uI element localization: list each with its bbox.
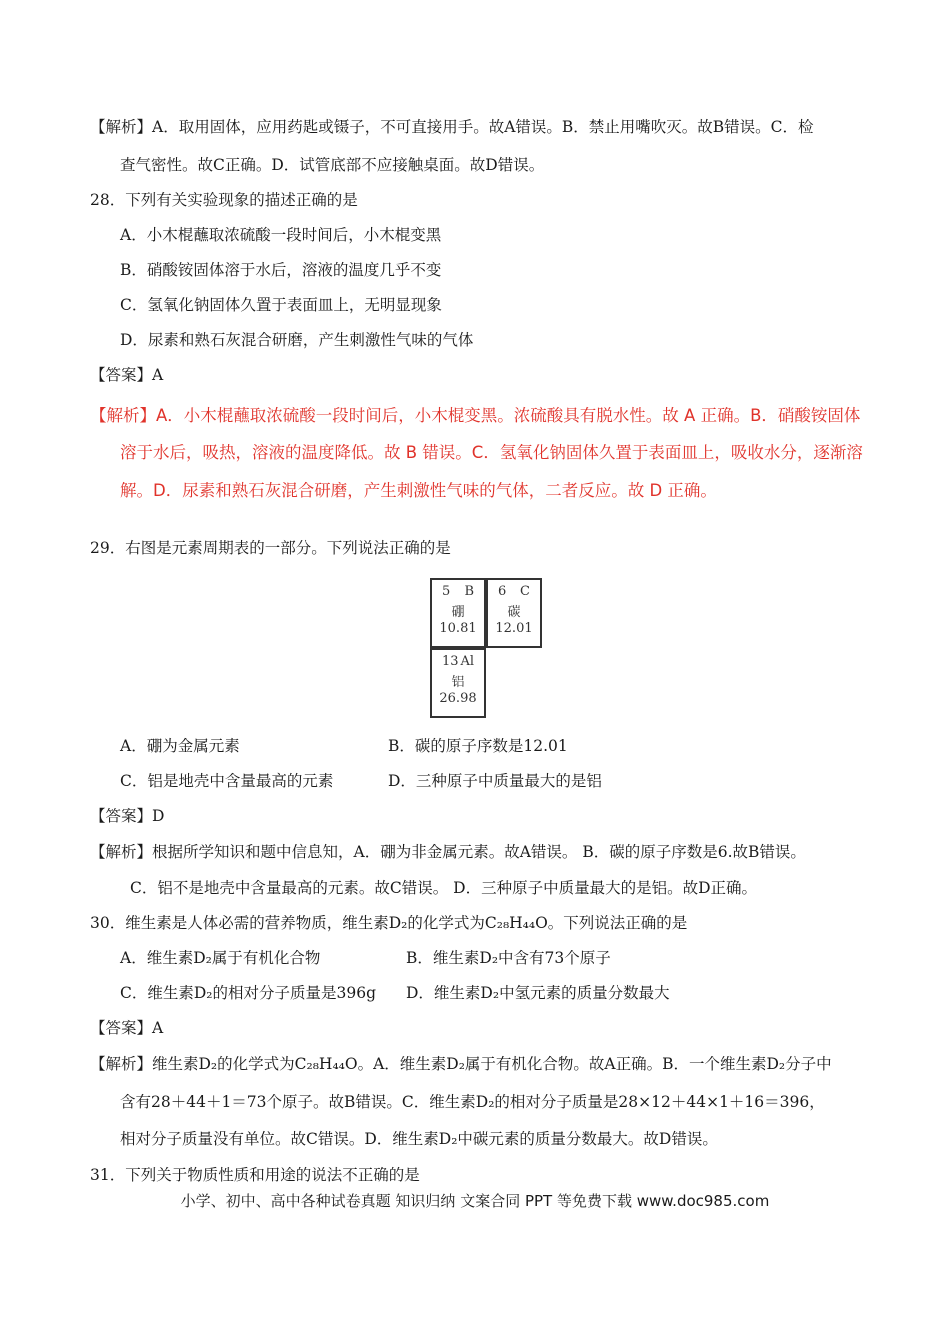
element-mass: 26.98 xyxy=(439,691,477,706)
q29-answer: 【答案】D xyxy=(90,807,165,825)
q29-option-b: B．碳的原子序数是12.01 xyxy=(388,737,568,755)
q30-answer: 【答案】A xyxy=(90,1019,164,1037)
q28-option-d: D．尿素和熟石灰混合研磨，产生刺激性气味的气体 xyxy=(120,331,474,349)
element-symbol: C xyxy=(520,584,530,599)
q29-option-a: A．硼为金属元素 xyxy=(120,737,240,755)
q30-option-a: A．维生素D₂属于有机化合物 xyxy=(120,949,321,967)
element-mass: 10.81 xyxy=(439,621,477,636)
element-cell-carbon xyxy=(486,578,542,648)
q31-stem: 31．下列关于物质性质和用途的说法不正确的是 xyxy=(90,1166,420,1184)
q30-explanation-line1: 【解析】维生素D₂的化学式为C₂₈H₄₄O。A．维生素D₂属于有机化合物。故A正确。B．一个维生素D₂分子中 xyxy=(90,1055,832,1073)
element-mass: 12.01 xyxy=(495,621,533,636)
q28-option-a: A．小木棍蘸取浓硫酸一段时间后，小木棍变黑 xyxy=(120,226,442,244)
element-number: 5 xyxy=(442,584,451,599)
element-number: 6 xyxy=(498,584,507,599)
q27-explanation-line1: 【解析】A．取用固体，应用药匙或镊子，不可直接用手。故A错误。B．禁止用嘴吹灭。故B错误。C．检 xyxy=(90,118,814,136)
element-number: 13 xyxy=(442,654,459,669)
q30-explanation-line3: 相对分子质量没有单位。故C错误。D．维生素D₂中碳元素的质量分数最大。故D错误。 xyxy=(120,1130,718,1148)
q27-explanation-line2: 查气密性。故C正确。D．试管底部不应接触桌面。故D错误。 xyxy=(120,156,545,174)
q29-stem: 29．右图是元素周期表的一部分。下列说法正确的是 xyxy=(90,539,451,557)
element-name: 碳 xyxy=(507,605,521,620)
q30-option-d: D．维生素D₂中氢元素的质量分数最大 xyxy=(406,984,670,1002)
q28-explanation-line1: 【解析】A．小木棍蘸取浓硫酸一段时间后，小木棍变黑。浓硫酸具有脱水性。故 A 正确。B．硝酸铵固体 xyxy=(90,406,861,425)
q30-explanation-line2: 含有28＋44＋1＝73个原子。故B错误。C．维生素D₂的相对分子质量是28×12＋44×1＋16＝396， xyxy=(120,1093,825,1111)
element-symbol: Al xyxy=(460,654,474,669)
page-footer: 小学、初中、高中各种试卷真题 知识归纳 文案合同 PPT 等免费下载 www.doc985.com xyxy=(180,1192,770,1210)
q28-option-c: C．氢氧化钠固体久置于表面皿上，无明显现象 xyxy=(120,296,442,314)
q28-option-b: B．硝酸铵固体溶于水后，溶液的温度几乎不变 xyxy=(120,261,442,279)
q30-stem: 30．维生素是人体必需的营养物质，维生素D₂的化学式为C₂₈H₄₄O。下列说法正确的是 xyxy=(90,914,688,932)
q29-explanation-line2: C．铝不是地壳中含量最高的元素。故C错误。 D．三种原子中质量最大的是铝。故D正确。 xyxy=(130,879,758,897)
q29-option-c: C．铝是地壳中含量最高的元素 xyxy=(120,772,334,790)
q28-explanation-line2: 溶于水后，吸热，溶液的温度降低。故 B 错误。C．氢氧化钠固体久置于表面皿上，吸收水分，逐渐溶 xyxy=(120,443,863,462)
q30-option-b: B．维生素D₂中含有73个原子 xyxy=(406,949,611,967)
q28-stem: 28．下列有关实验现象的描述正确的是 xyxy=(90,191,358,209)
element-cell-boron xyxy=(430,578,486,648)
element-symbol: B xyxy=(464,584,474,599)
q29-option-d: D．三种原子中质量最大的是铝 xyxy=(388,772,602,790)
element-cell-aluminum xyxy=(430,648,486,718)
q30-option-c: C．维生素D₂的相对分子质量是396g xyxy=(120,984,377,1002)
element-name: 铝 xyxy=(451,675,465,690)
q29-explanation-line1: 【解析】根据所学知识和题中信息知，A．硼为非金属元素。故A错误。 B．碳的原子序数是6.故B错误。 xyxy=(90,843,806,861)
q28-explanation-line3: 解。D．尿素和熟石灰混合研磨，产生刺激性气味的气体，二者反应。故 D 正确。 xyxy=(120,481,717,500)
q28-answer: 【答案】A xyxy=(90,366,164,384)
element-name: 硼 xyxy=(451,605,465,620)
